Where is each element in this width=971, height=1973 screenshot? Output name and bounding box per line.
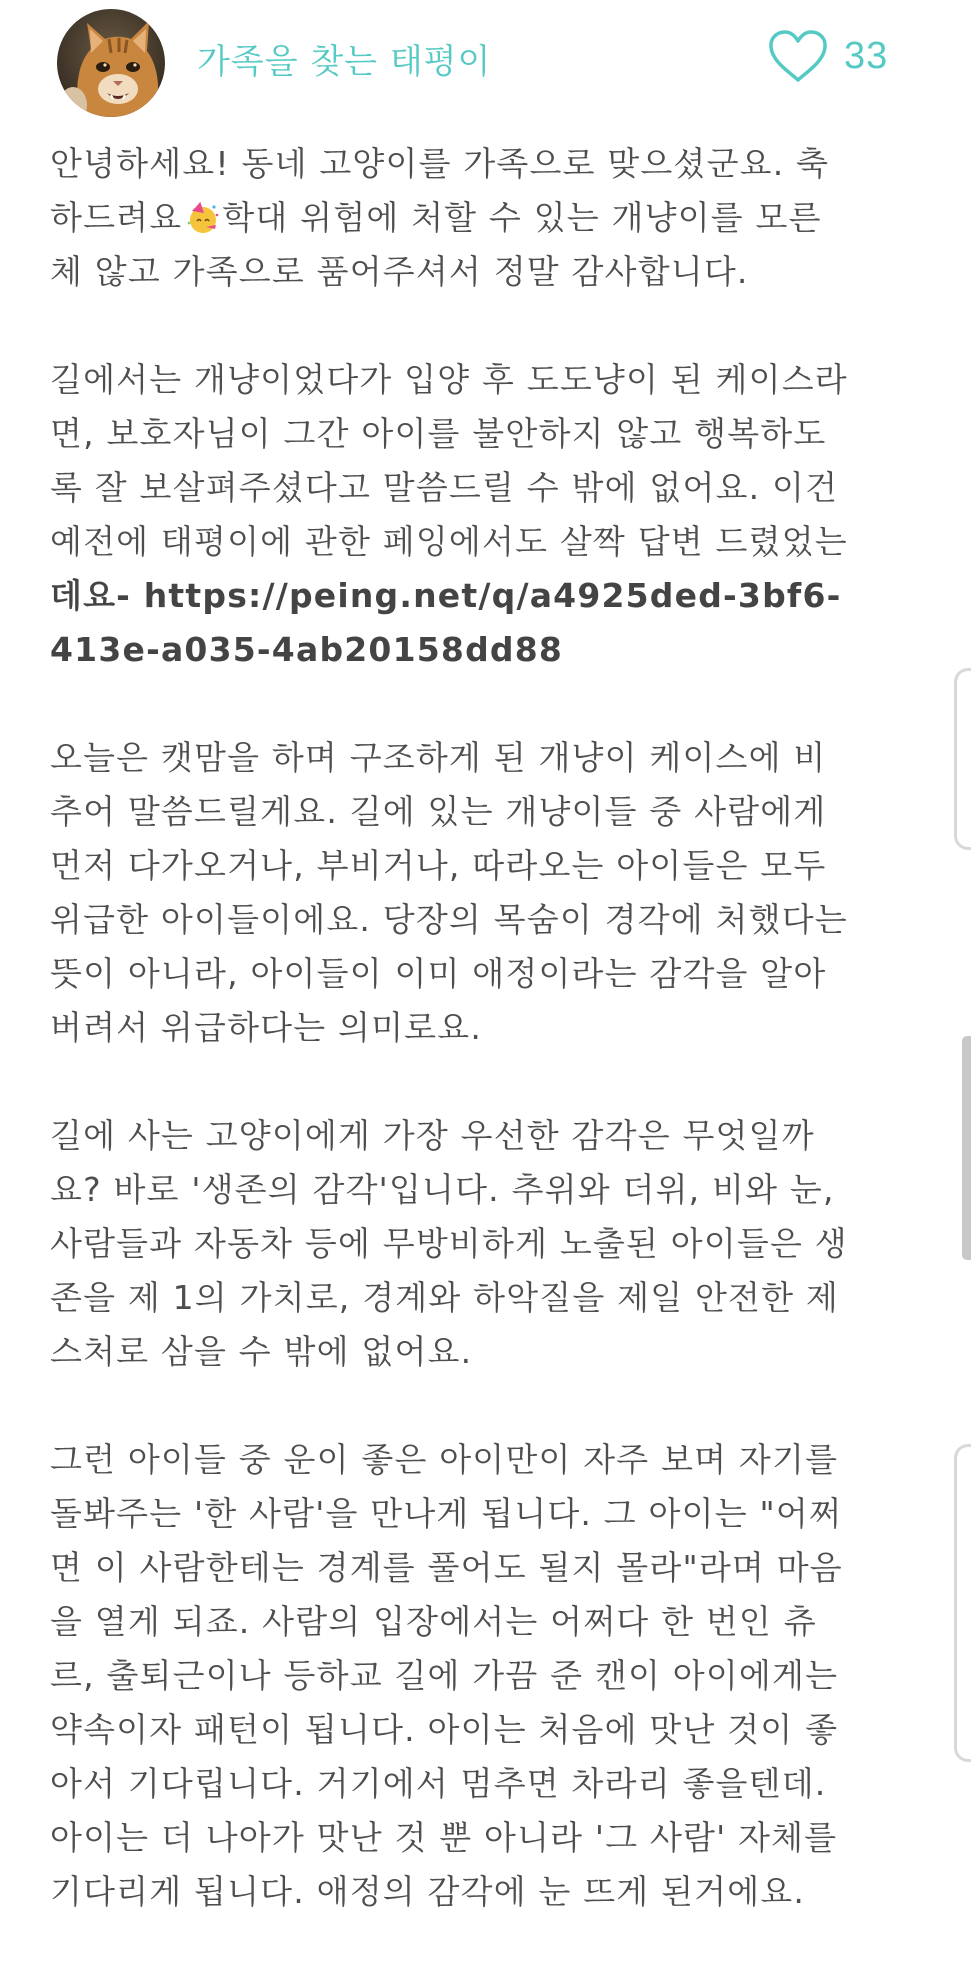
scrollbar-thumb[interactable]: [962, 1036, 971, 1260]
text-line: 르, 출퇴근이나 등하교 길에 가끔 준 캔이 아이에게는: [50, 1656, 839, 1695]
text-line: 사람들과 자동차 등에 무방비하게 노출된 아이들은 생: [50, 1224, 848, 1263]
heart-outline-icon[interactable]: [766, 28, 830, 84]
text-segment: 학대 위험에 처할 수 있는 개냥이를 모른: [222, 198, 822, 237]
party-face-emoji-icon: [184, 199, 220, 235]
text-line: 약속이자 패턴이 됩니다. 아이는 처음에 맛난 것이 좋: [50, 1710, 839, 1749]
paragraph-4: [50, 1109, 930, 1379]
text-line: 기다리게 됩니다. 애정의 감각에 눈 뜨게 된거에요.: [50, 1872, 806, 1911]
paragraph-3: [50, 731, 930, 1055]
text-line: 그런 아이들 중 운이 좋은 아이만이 자주 보며 자기를: [50, 1440, 839, 1479]
avatar-image: [57, 9, 165, 117]
text-line: 면, 보호자님이 그간 아이를 불안하지 않고 행복하도: [50, 414, 827, 453]
post-header: [0, 0, 971, 125]
text-line: 먼저 다가오거나, 부비거나, 따라오는 아이들은 모두: [50, 846, 827, 885]
text-line: 추어 말씀드릴게요. 길에 있는 개냥이들 중 사람에게: [50, 792, 827, 831]
like-count: 33: [844, 34, 889, 77]
text-line: 뜻이 아니라, 아이들이 이미 애정이라는 감각을 알아: [50, 954, 827, 993]
text-line: 체 않고 가족으로 품어주셔서 정말 감사합니다.: [50, 252, 749, 291]
text-line: 오늘은 캣맘을 하며 구조하게 된 개냥이 케이스에 비: [50, 738, 827, 777]
text-line: 요? 바로 '생존의 감각'입니다. 추위와 더위, 비와 눈,: [50, 1170, 835, 1209]
cat-avatar-icon[interactable]: [57, 9, 165, 117]
text-line: 돌봐주는 '한 사람'을 만나게 됩니다. 그 아이는 "어쩌: [50, 1494, 842, 1533]
text-line: 면 이 사람한테는 경계를 풀어도 될지 몰라"라며 마음: [50, 1548, 843, 1587]
side-panel-edge[interactable]: [954, 1444, 971, 1762]
post-body: [50, 137, 930, 1973]
text-line: 을 열게 되죠. 사람의 입장에서는 어쩌다 한 번인 츄: [50, 1602, 817, 1641]
text-line: 길에서는 개냥이었다가 입양 후 도도냥이 된 케이스라: [50, 360, 848, 399]
text-line: 위급한 아이들이에요. 당장의 목숨이 경각에 처했다는: [50, 900, 848, 939]
text-line: 안녕하세요! 동네 고양이를 가족으로 맞으셨군요. 축: [50, 144, 830, 183]
paragraph-5: [50, 1433, 930, 1919]
text-line: 스처로 삼을 수 밖에 없어요.: [50, 1332, 473, 1371]
text-line: 길에 사는 고양이에게 가장 우선한 감각은 무엇일까: [50, 1116, 815, 1155]
text-line: 아서 기다립니다. 거기에서 멈추면 차라리 좋을텐데.: [50, 1764, 827, 1803]
text-line: 존을 제 1의 가치로, 경계와 하악질을 제일 안전한 제: [50, 1278, 839, 1317]
text-line-with-emoji: [50, 191, 930, 245]
text-line: 록 잘 보살펴주셨다고 말씀드릴 수 밖에 없어요. 이건: [50, 468, 839, 507]
text-line: 예전에 태평이에 관한 페잉에서도 살짝 답변 드렸었는: [50, 522, 848, 561]
paragraph-2: [50, 353, 930, 677]
text-line: 아이는 더 나아가 맛난 것 뿐 아니라 '그 사람' 자체를: [50, 1818, 838, 1857]
author-name[interactable]: 가족을 찾는 태평이: [197, 42, 492, 82]
paragraph-1: [50, 137, 930, 299]
text-line: 버려서 위급하다는 의미로요.: [50, 1008, 483, 1047]
link-line[interactable]: 413e-a035-4ab20158dd88: [50, 630, 564, 669]
text-segment: 하드려요: [50, 198, 183, 237]
like-button[interactable]: [766, 26, 888, 86]
link-line[interactable]: 데요- https://peing.net/q/a4925ded-3bf6-: [50, 576, 842, 615]
side-panel-edge[interactable]: [954, 668, 971, 850]
